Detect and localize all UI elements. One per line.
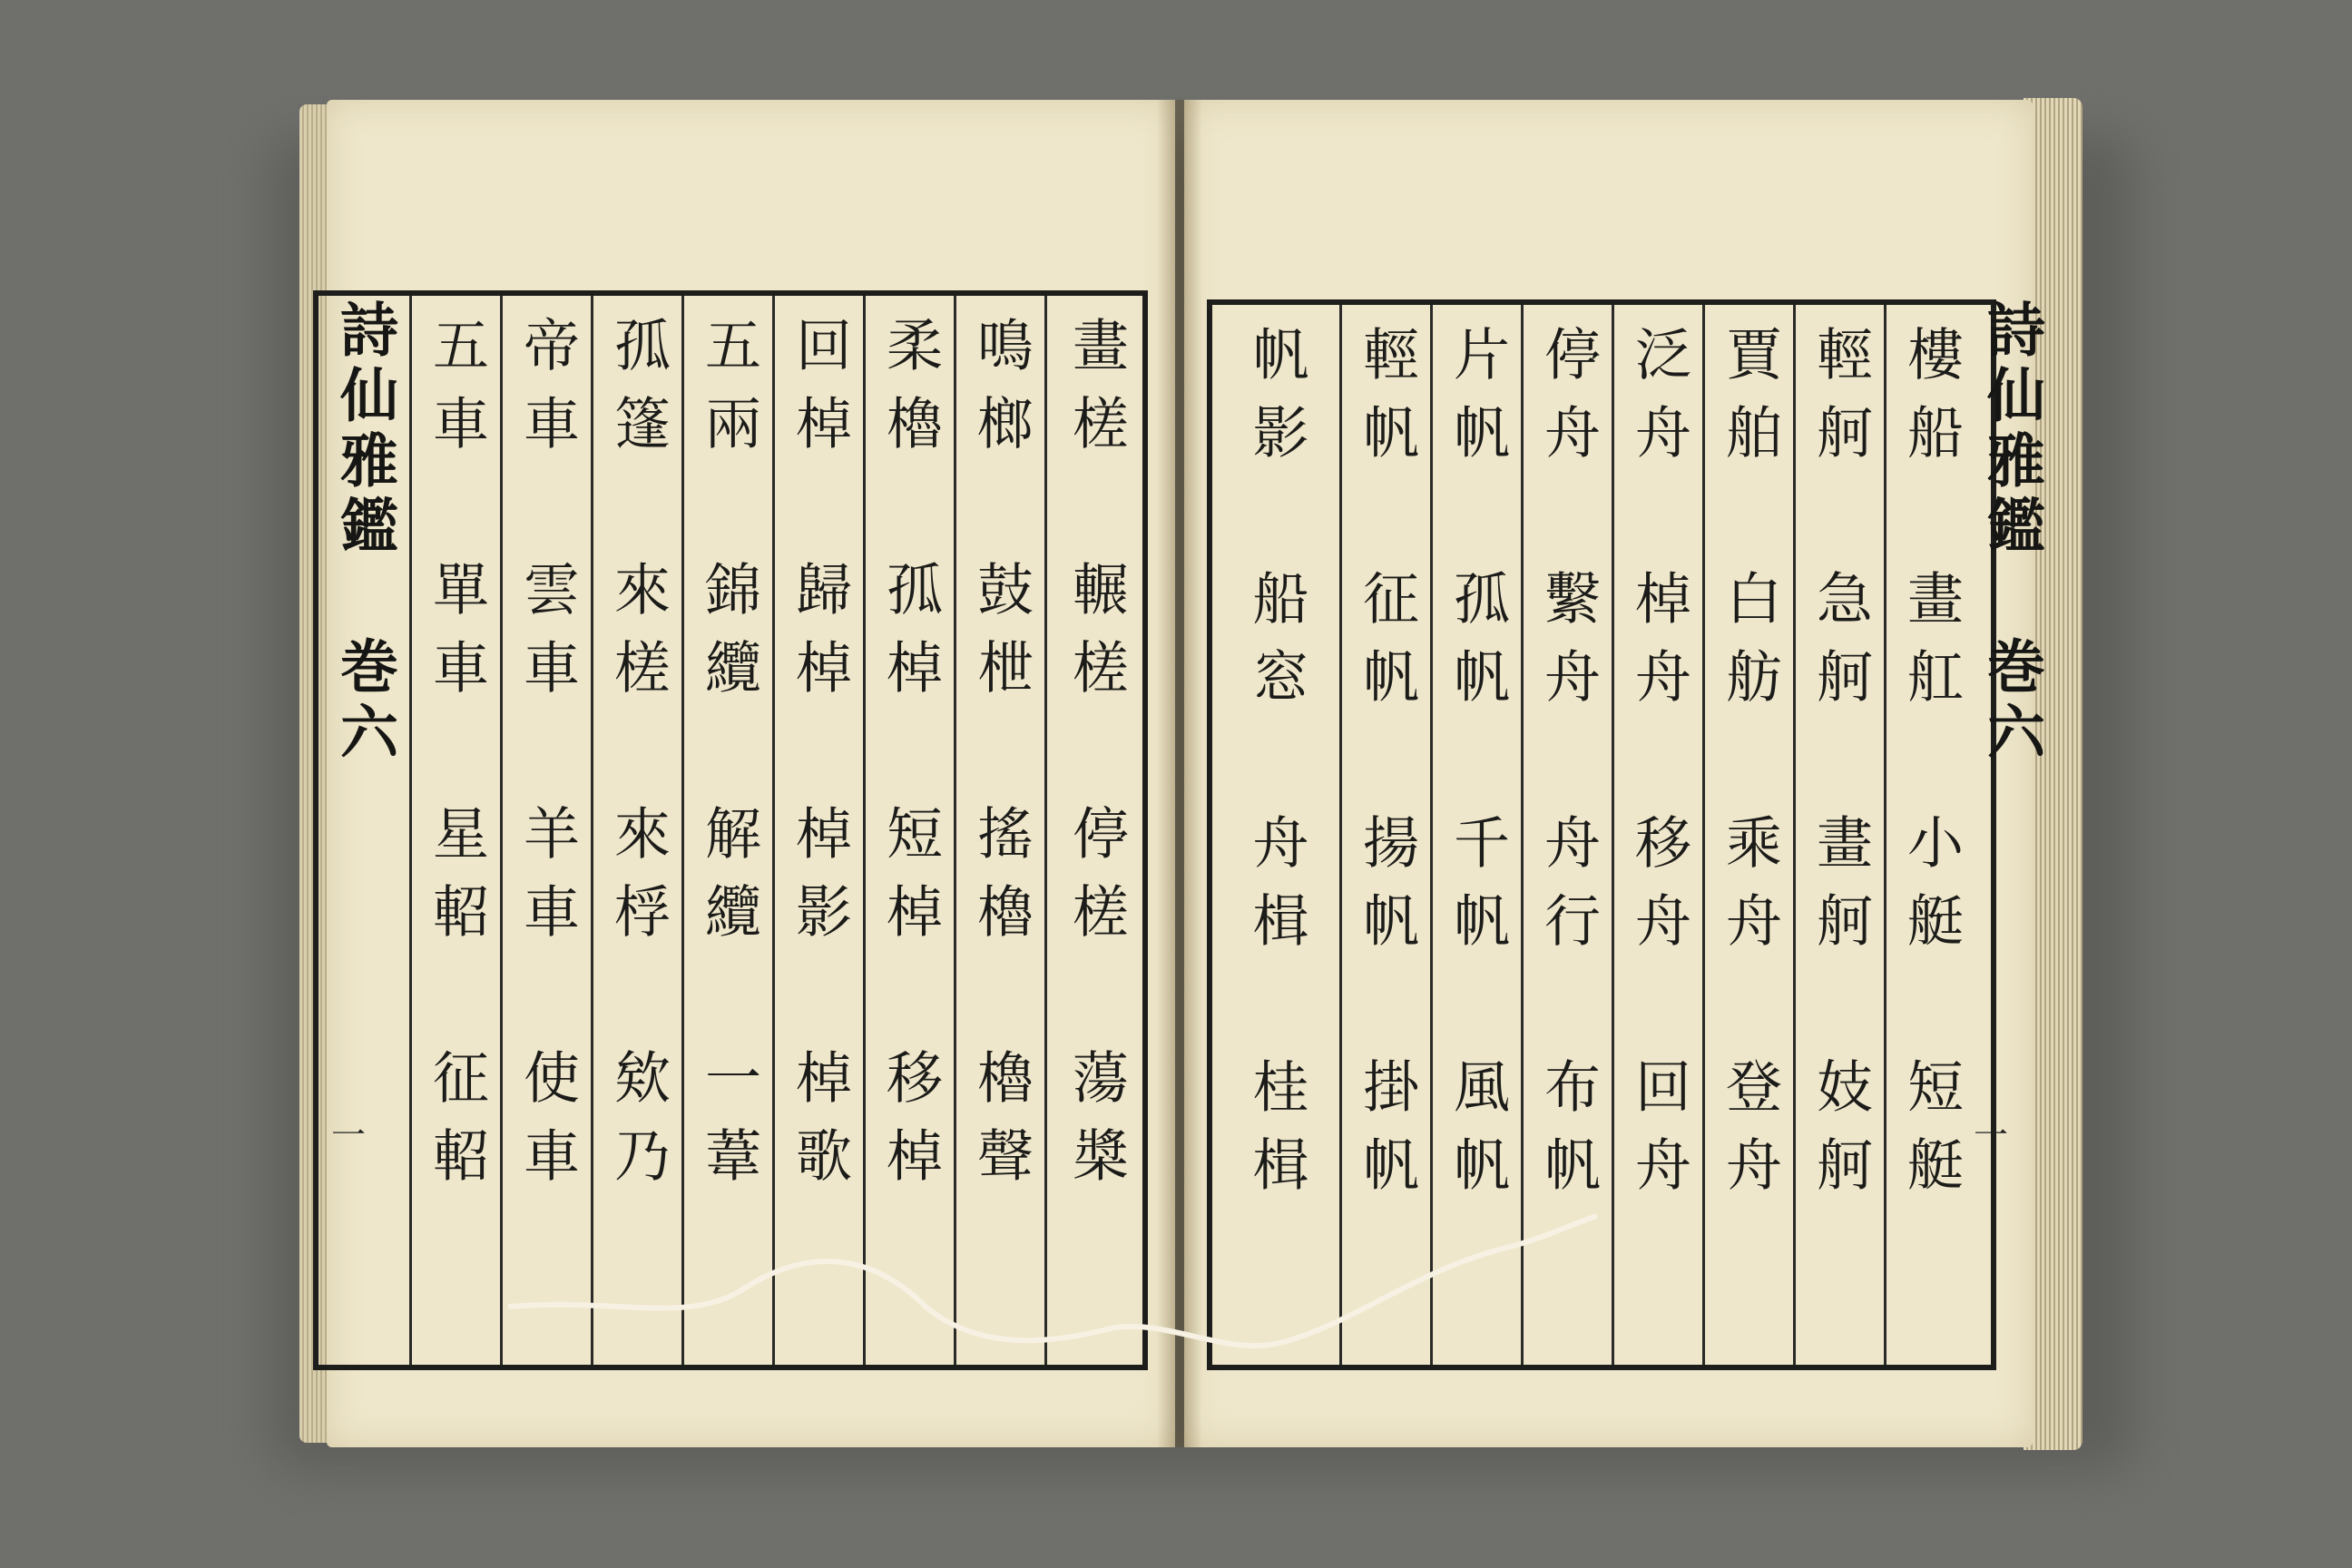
left-column-6: 孤篷 來槎 來桴 欸乃 <box>591 296 681 1365</box>
left-column-3: 柔櫓 孤棹 短棹 移棹 <box>863 296 954 1365</box>
left-column-1: 畫槎 輾槎 停槎 蕩槳 <box>1044 296 1144 1365</box>
right-column-8: 帆影 船窓 舟楫 桂楫 <box>1243 325 1309 1213</box>
right-page-folio: 一 <box>1974 1115 2009 1155</box>
right-column-5: 停舟 繫舟 舟行 布帆 <box>1521 305 1612 1365</box>
left-column-2: 鳴榔 鼓枻 搖櫓 櫓聲 <box>954 296 1044 1365</box>
right-column-3: 賈舶 白舫 乘舟 登舟 <box>1702 305 1793 1365</box>
right-column-2: 輕舸 急舸 畫舸 妓舸 <box>1793 305 1884 1365</box>
left-column-4: 回棹 歸棹 棹影 棹歌 <box>772 296 863 1365</box>
left-page-header: 詩仙雅鑑 巻六 <box>330 299 398 767</box>
book-gutter <box>1157 100 1202 1447</box>
right-page-header: 詩仙雅鑑 巻六 <box>1977 299 2045 767</box>
left-page-folio: 一 <box>331 1115 367 1155</box>
left-column-5: 五兩 錦纜 解纜 一葦 <box>681 296 772 1365</box>
right-page-text-frame <box>1207 299 1996 1370</box>
right-column-1: 樓船 畫舡 小艇 短艇 <box>1884 305 1975 1365</box>
left-page-text-frame <box>313 290 1148 1370</box>
right-column-6: 片帆 孤帆 千帆 風帆 <box>1430 305 1521 1365</box>
right-column-7: 輕帆 征帆 揚帆 掛帆 <box>1339 305 1430 1365</box>
left-column-7: 帝車 雲車 羊車 使車 <box>500 296 591 1365</box>
right-column-4: 泛舟 棹舟 移舟 回舟 <box>1612 305 1702 1365</box>
left-column-8: 五車 單車 星軺 征軺 <box>409 296 500 1365</box>
